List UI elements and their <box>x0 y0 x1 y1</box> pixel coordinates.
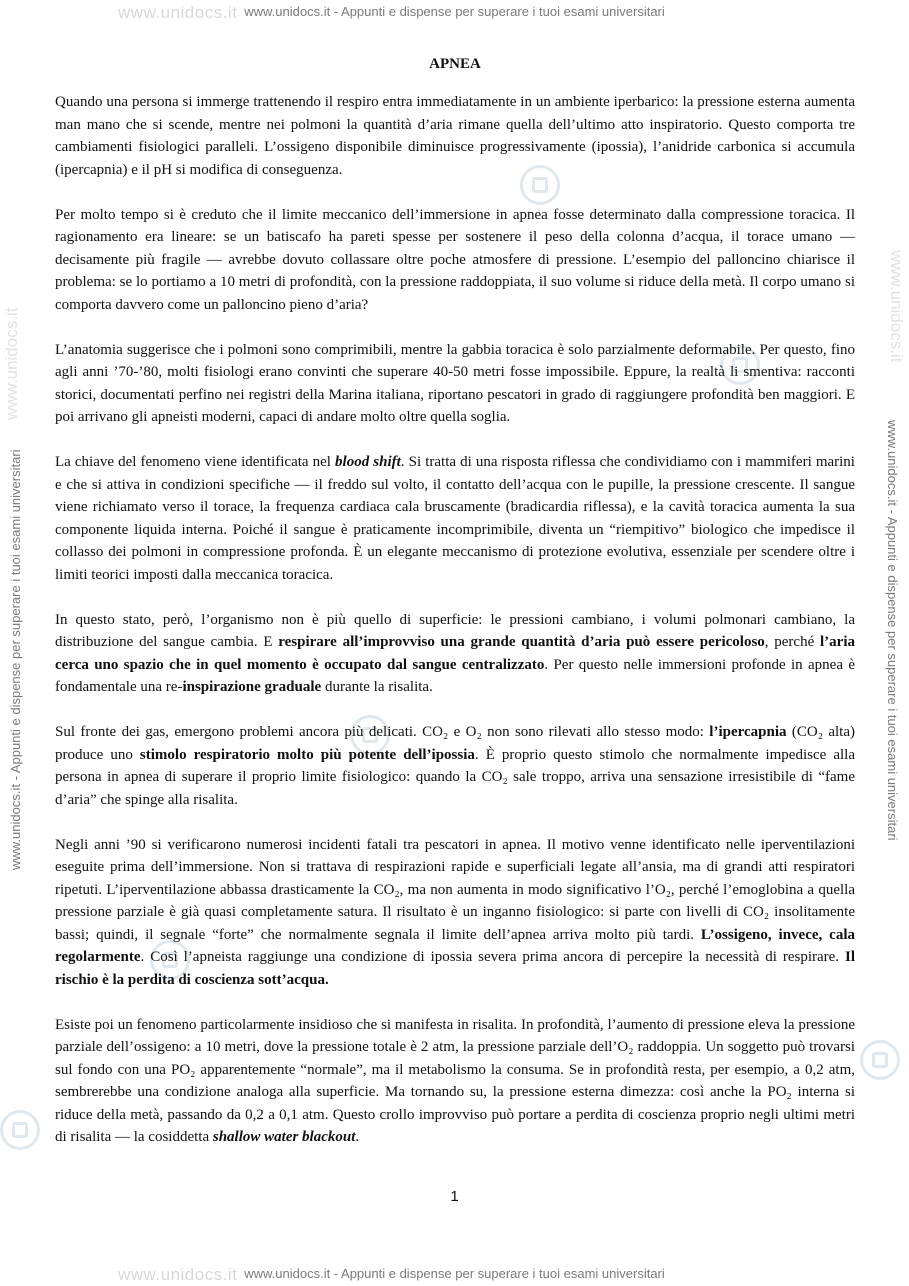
paragraph-text: . Si tratta di una risposta riflessa che condividiamo con i mammiferi marini e che si attiva in condizioni specifiche — il freddo sul volto, il contatto dell’acqua con le pupille, la pressione crescente. Il sangue viene richiamato verso il torace, la frequenza cardiaca cala bruscamente (bradicardia riflessa), e la cavità toracica aumenta la sua componente liquida interna. Poiché il sangue è praticamente incomprimibile, diventa un “riempitivo” biologico che impedisce il collasso dei polmoni in compressione profonda. È un elegante meccanismo di protezione evolutiva, essenziale per scendere oltre i limiti teorici imposti dalla meccanica toracica. <box>55 454 855 583</box>
paragraph <box>55 1014 855 1149</box>
emphasis-text: respirare all’improvviso una grande quantità d’aria può essere pericoloso <box>278 634 765 650</box>
paragraph <box>55 721 855 811</box>
watermark-logo-icon <box>860 1040 900 1080</box>
paragraph <box>55 609 855 699</box>
watermark-ghost-bottom: www.unidocs.it <box>118 1265 238 1284</box>
emphasis-text: L’ossigeno, invece, cala regolarmente <box>55 926 855 965</box>
paragraph <box>55 834 855 992</box>
watermark-top: www.unidocs.it - Appunti e dispense per superare i tuoi esami universitari <box>244 4 665 19</box>
document-body <box>55 91 855 1149</box>
watermark-logo-icon <box>0 1110 40 1150</box>
paragraph-text: Negli anni ’90 si verificarono numerosi incidenti fatali tra pescatori in apnea. Il motivo venne identificato nelle iperventilazioni eseguite prima dell’immersione. Non si trattava di respirazioni rapide e superficiali legate all’ansia, ma di grandi atti respiratori ripetuti. L’iperventilazione abbassa drasticamente la CO₂, ma non aumenta in modo significativo l’O₂, perché l’emoglobina a quella pressione parziale è già quasi completamente satura. Il risultato è un inganno fisiologico: si parte con livelli di CO₂ insolitamente bassi; quindi, il segnale “forte” che normalmente segnala il limite dell’apnea arriva molto più tardi. <box>55 836 855 943</box>
watermark-bottom: www.unidocs.it - Appunti e dispense per superare i tuoi esami universitari <box>244 1266 665 1281</box>
emphasis-text: l’aria cerca uno spazio che in quel momento è occupato dal sangue centralizzato <box>55 634 855 673</box>
emphasis-text: shallow water blackout <box>212 1129 356 1145</box>
emphasis-text: stimolo respiratorio molto più potente dell’ipossia <box>139 746 475 763</box>
paragraph <box>55 91 855 181</box>
paragraph-text: . Così l’apneista raggiunge una condizione di ipossia severa prima ancora di percepire la necessità di respirare. <box>140 949 845 965</box>
paragraph-text: , perché <box>764 634 820 650</box>
paragraph-text: . Per questo nelle immersioni profonde in apnea è fondamentale una re- <box>55 656 855 695</box>
paragraph-text: Per molto tempo si è creduto che il limite meccanico dell’immersione in apnea fosse determinato dalla compressione toracica. Il ragionamento era lineare: se un batiscafo ha pareti spesse per sostenere il peso della colonna d’acqua, il torace umano — decisamente più fragile — avrebbe dovuto collassare oltre poche atmosfere di pressione. L’esempio del palloncino chiarisce il problema: se lo portiamo a 10 metri di profondità, con la pressione raddoppiata, il suo volume si riduce della metà. Il corpo umano si comporta davvero come un palloncino pieno d’aria? <box>55 206 855 313</box>
paragraph-text: L’anatomia suggerisce che i polmoni sono comprimibili, mentre la gabbia toracica è solo parzialmente deformabile. Per questo, fino agli anni ’70-’80, molti fisiologi erano convinti che superare 40-50 metri fosse impossibile. Eppure, la realtà li smentiva: racconti storici, documentati perfino nei registri della Marina italiana, riportano pescatori in grado di raggiungere profondità ben maggiori. E poi arrivano gli apneisti moderni, capaci di andare molto oltre quella soglia. <box>55 341 855 425</box>
emphasis-text: Il rischio è la perdita di coscienza sott’acqua. <box>55 949 855 988</box>
emphasis-text: inspirazione graduale <box>182 679 322 695</box>
paragraph <box>55 451 855 586</box>
document-title: APNEA <box>429 56 481 72</box>
paragraph <box>55 204 855 317</box>
paragraph-text: Sul fronte dei gas, emergono problemi ancora più delicati. CO₂ e O₂ non sono rilevati allo stesso modo: <box>55 724 710 740</box>
paragraph-text: . <box>355 1129 360 1145</box>
paragraph-text: durante la risalita. <box>321 679 433 695</box>
watermark-left: www.unidocs.it - Appunti e dispense per superare i tuoi esami universitari <box>8 449 23 870</box>
watermark-ghost-top: www.unidocs.it <box>118 3 238 22</box>
paragraph-text: . È proprio questo stimolo che normalmente impedisce alla persona in apnea di superare il proprio limite fisiologico: quando la CO₂ sale troppo, arriva una sensazione irresistibile di “fame d’aria” che spinge alla risalita. <box>55 746 855 808</box>
paragraph <box>55 339 855 429</box>
paragraph-text: La chiave del fenomeno viene identificata nel <box>55 454 336 470</box>
watermark-ghost-left: www.unidocs.it <box>2 307 21 420</box>
emphasis-text: l’ipercapnia <box>709 724 787 740</box>
paragraph-text: (CO₂ alta) produce uno <box>55 724 855 763</box>
emphasis-text: blood shift <box>335 454 401 470</box>
document-page <box>55 56 855 1171</box>
watermark-right: www.unidocs.it - Appunti e dispense per superare i tuoi esami universitari <box>885 420 900 841</box>
page-number: 1 <box>450 1188 459 1205</box>
paragraph-text: In questo stato, però, l’organismo non è più quello di superficie: le pressioni cambiano, i volumi polmonari cambiano, la distribuzione del sangue cambia. E <box>55 611 855 650</box>
watermark-ghost-right: www.unidocs.it <box>887 250 906 363</box>
paragraph-text: Esiste poi un fenomeno particolarmente insidioso che si manifesta in risalita. In profondità, l’aumento di pressione eleva la pressione parziale dell’ossigeno: a 10 metri, dove la pressione totale è 2 atm, la pressione parziale dell’O₂ raddoppia. Un soggetto può trovarsi sul fondo con una PO₂ apparentemente “normale”, ma il metabolismo la consuma. Se in profondità resta, per esempio, a 0,2 atm, sembrerebbe una condizione analoga alla superficie. Ma tornando su, la pressione esterna dimezza: così anche la PO₂ interna si riduce della metà, passando da 0,2 a 0,1 atm. Questo crollo improvviso può portare a perdita di coscienza proprio negli ultimi metri di risalita — la cosiddetta <box>55 1016 855 1145</box>
paragraph-text: Quando una persona si immerge trattenendo il respiro entra immediatamente in un ambiente iperbarico: la pressione esterna aumenta man mano che si scende, mentre nei polmoni la quantità d’aria rimane quella dell’ultimo atto inspiratorio. Questo comporta tre cambiamenti fisiologici paralleli. L’ossigeno disponibile diminuisce progressivamente (ipossia), l’anidride carbonica si accumula (ipercapnia) e il pH si modifica di conseguenza. <box>55 94 855 178</box>
